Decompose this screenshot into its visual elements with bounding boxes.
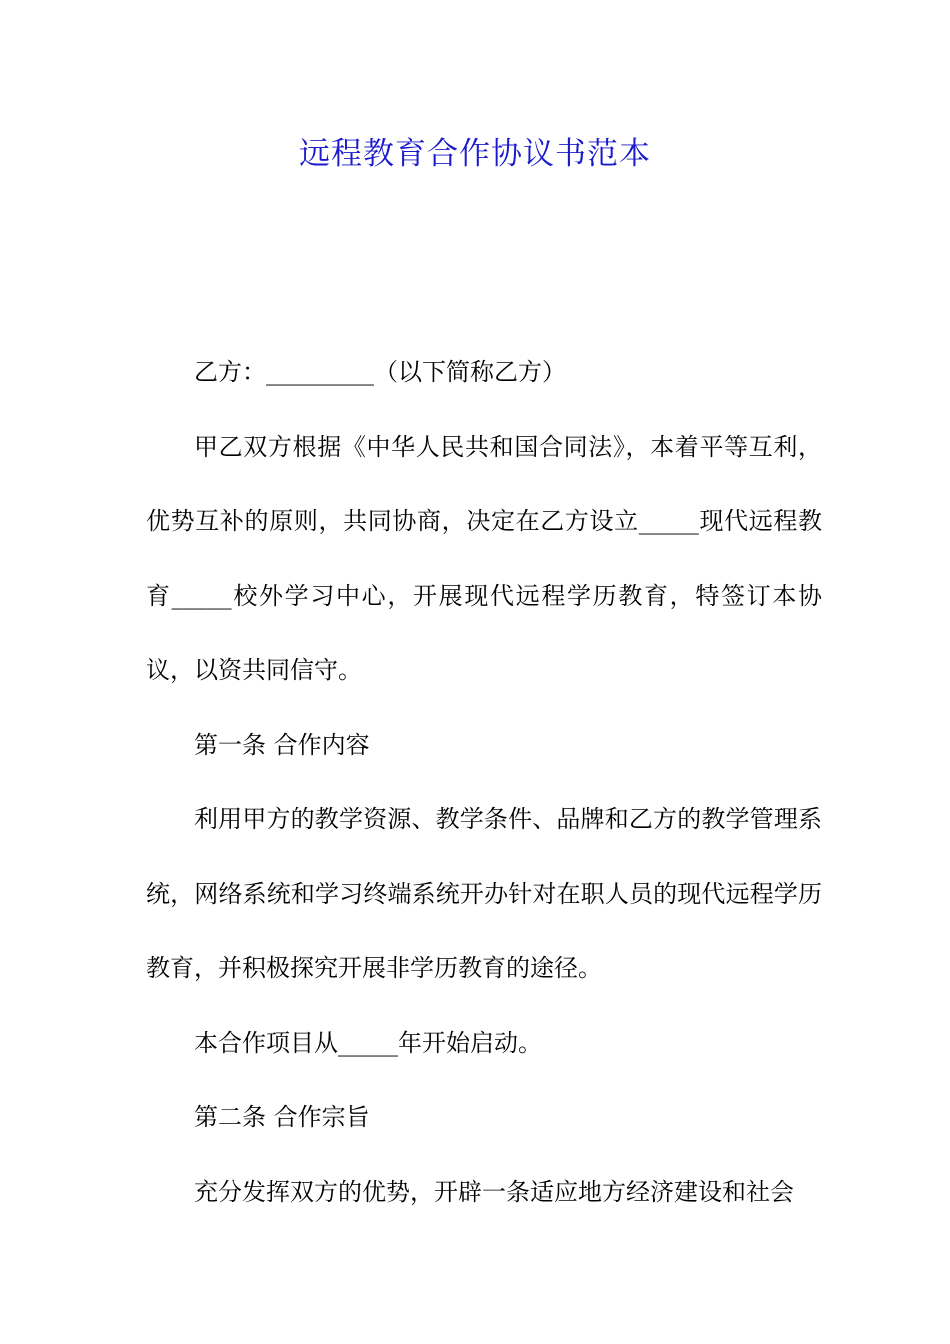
article-2-paragraph: 充分发挥双方的优势，开辟一条适应地方经济建设和社会 xyxy=(194,1177,794,1206)
article-1-paragraph: 利用甲方的教学资源、教学条件、品牌和乙方的教学管理系统，网络系统和学习终端系统开办针对在职人员的现代远程学历教育，并积极探究开展非学历教育的途径。 xyxy=(146,805,822,982)
document-body xyxy=(146,335,822,1229)
page-title: 远程教育合作协议书范本 xyxy=(299,136,651,172)
start-year-line: 本合作项目从_____年开始启动。 xyxy=(194,1028,542,1057)
article-1-heading: 第一条 合作内容 xyxy=(194,730,370,759)
preamble-paragraph: 甲乙双方根据《中华人民共和国合同法》，本着平等互利，优势互补的原则，共同协商，决定在乙方设立_____现代远程教育_____校外学习中心，开展现代远程学历教育，特签订本协议，以资共同信守。 xyxy=(146,432,822,684)
article-2-heading: 第二条 合作宗旨 xyxy=(194,1103,370,1131)
party-b-line: 乙方：_________（以下简称乙方） xyxy=(194,358,566,386)
